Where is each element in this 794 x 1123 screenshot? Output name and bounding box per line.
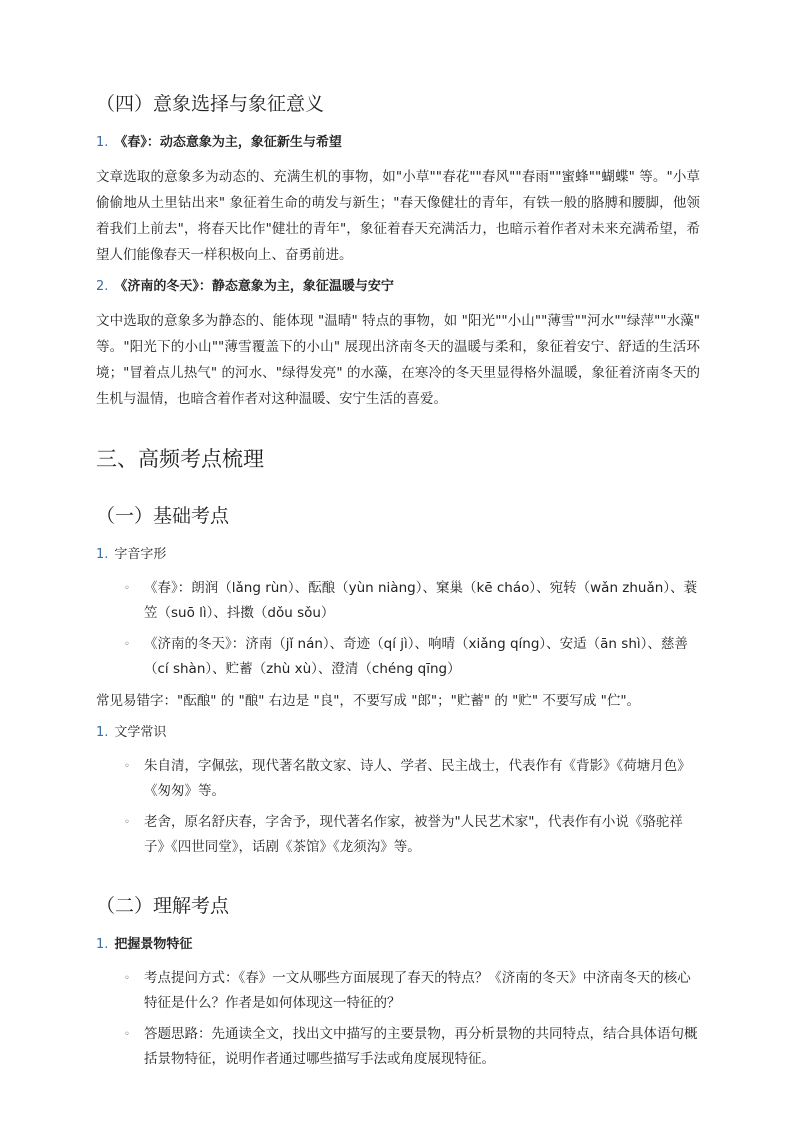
numbered-item-jinan-winter [96, 276, 700, 298]
list-item: ◦ 《济南的冬天》：济南（jǐ nán）、奇迹（qí jì）、响晴（xiǎng qíng）、安适（ān shì）、慈善（cí shàn）、贮蓄（zhù xù）、澄清（chéng qīng） [96, 632, 700, 682]
section-heading-imagery: （四）意象选择与象征意义 [96, 93, 325, 115]
list-item: ◦ 答题思路：先通读全文，找出文中描写的主要景物，再分析景物的共同特点，结合具体语句概括景物特征，说明作者通过哪些描写手法或角度展现特征。 [96, 1022, 700, 1072]
bullet-icon: ◦ [124, 1029, 130, 1040]
bullet-list-pronunciation [96, 576, 700, 682]
item-title: 文学常识 [114, 725, 167, 740]
numbered-item-pronunciation [96, 544, 700, 566]
item-title: 字音字形 [114, 547, 167, 562]
item-number: 1. [96, 725, 109, 740]
item-title: 《春》：动态意象为主，象征新生与希望 [114, 135, 342, 150]
document-content [96, 88, 700, 1072]
bullet-list-scenery [96, 966, 700, 1072]
list-item: ◦ 考点提问方式：《春》一文从哪些方面展现了春天的特点？《济南的冬天》中济南冬天的核心特征是什么？作者是如何体现这一特征的？ [96, 966, 700, 1016]
list-item: ◦ 老舍，原名舒庆春，字舍予，现代著名作家，被誉为"人民艺术家"，代表作有小说《骆驼祥子》《四世同堂》，话剧《茶馆》《龙须沟》等。 [96, 810, 700, 860]
bullet-list-literature [96, 754, 700, 860]
bullet-icon: ◦ [124, 817, 130, 828]
item-number: 1. [96, 135, 109, 150]
item-number: 1. [96, 547, 109, 562]
section-heading-basic: （一）基础考点 [96, 505, 230, 527]
numbered-item-scenery [96, 934, 700, 956]
item-number: 1. [96, 937, 109, 952]
numbered-item-literature [96, 722, 700, 744]
paragraph-winter-imagery: 文中选取的意象多为静态的、能体现 "温晴" 特点的事物，如 "阳光""小山""薄雪""河水""绿萍""水藻" 等。"阳光下的小山""薄雪覆盖下的小山" 展现出济南冬天的温暖与柔和，象征着安宁、舒适的生活环境；"冒着点儿热气" 的河水、"绿得发亮" 的水藻，在寒冷的冬天里显得格外温暖，象征着济南冬天的生机与温情，也暗含着作者对这种温暖、安宁生活的喜爱。 [96, 313, 700, 407]
paragraph-spring-imagery: 文章选取的意象多为动态的、充满生机的事物，如"小草""春花""春风""春雨""蜜蜂""蝴蝶" 等。"小草偷偷地从土里钻出来" 象征着生命的萌发与新生；"春天像健壮的青年，有铁一般的胳膊和腰脚，他领着我们上前去"，将春天比作"健壮的青年"，象征着春天充满活力，也暗示着作者对未来充满希望，希望人们能像春天一样积极向上、奋勇前进。 [96, 169, 700, 263]
bullet-icon: ◦ [124, 973, 130, 984]
item-title: 把握景物特征 [114, 937, 193, 952]
numbered-item-spring [96, 132, 700, 154]
list-item: ◦ 《春》：朗润（lǎng rùn）、酝酿（yùn niàng）、窠巢（kē cháo）、宛转（wǎn zhuǎn）、蓑笠（suō lì）、抖擞（dǒu sǒu） [96, 576, 700, 626]
item-title: 《济南的冬天》：静态意象为主，象征温暖与安宁 [114, 279, 394, 294]
section-heading-understanding: （二）理解考点 [96, 895, 230, 917]
bullet-icon: ◦ [124, 583, 130, 594]
bullet-icon: ◦ [124, 639, 130, 650]
paragraph-common-typos: 常见易错字："酝酿" 的 "酿" 右边是 "良"，不要写成 "郎"；"贮蓄" 的 "贮" 不要写成 "伫"。 [96, 693, 641, 709]
bullet-icon: ◦ [124, 761, 130, 772]
item-number: 2. [96, 279, 109, 294]
part-heading-exam-points: 三、高频考点梳理 [96, 447, 264, 471]
list-item: ◦ 朱自清，字佩弦，现代著名散文家、诗人、学者、民主战士，代表作有《背影》《荷塘月色》《匆匆》等。 [96, 754, 700, 804]
